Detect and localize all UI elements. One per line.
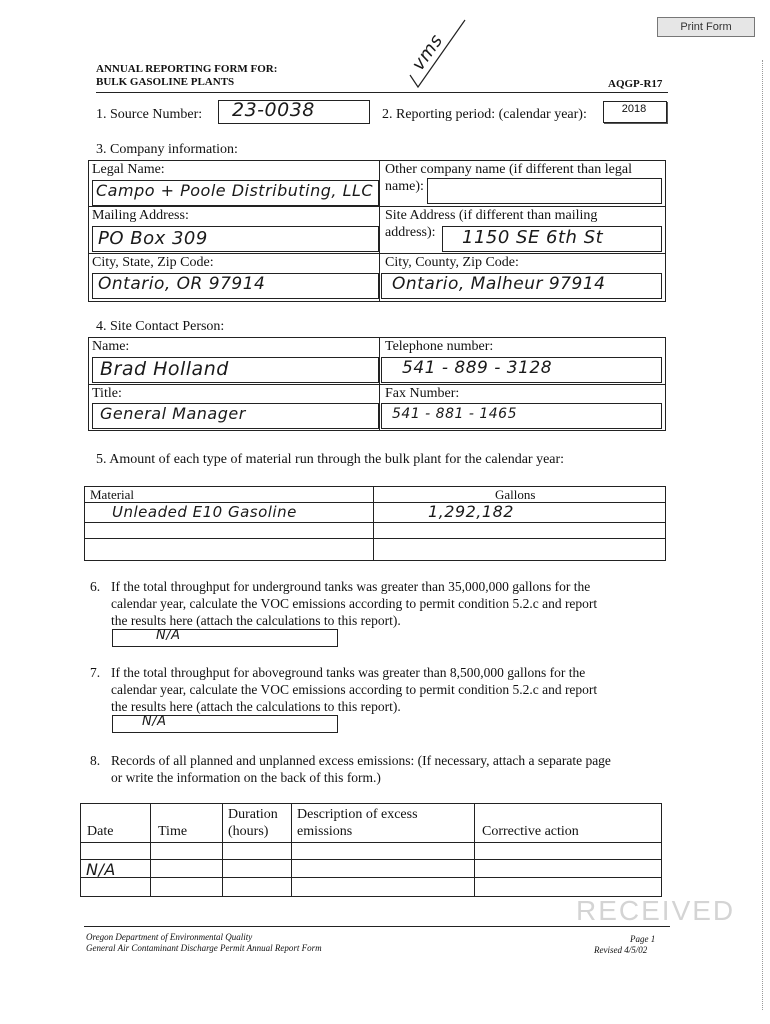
mailing-address-label: Mailing Address: [92, 208, 189, 223]
time-column-header: Time [158, 824, 188, 839]
other-name-label-2: name): [385, 179, 424, 194]
mailing-address-value: PO Box 309 [98, 228, 208, 249]
item7-text-1: If the total throughput for aboveground tanks was greater than 8,500,000 gallons for the [111, 665, 586, 680]
city-state-zip-value: Ontario, OR 97914 [98, 274, 266, 294]
header-rule [96, 92, 668, 93]
duration-column-header: Duration [228, 807, 278, 822]
scan-edge [762, 60, 763, 1010]
city-county-zip-label: City, County, Zip Code: [385, 255, 519, 270]
fax-label: Fax Number: [385, 386, 460, 401]
duration-column-header-2: (hours) [228, 824, 269, 839]
site-contact-label: 4. Site Contact Person: [96, 319, 225, 334]
company-info-label: 3. Company information: [96, 142, 238, 157]
corrective-action-column-header: Corrective action [482, 824, 579, 839]
city-state-zip-label: City, State, Zip Code: [92, 255, 214, 270]
fax-value: 541 - 881 - 1465 [392, 406, 517, 422]
description-column-header-2: emissions [297, 824, 353, 839]
item8-text-1: Records of all planned and unplanned excess emissions: (If necessary, attach a separate page [111, 753, 611, 768]
reviewer-initials: vms [407, 30, 448, 75]
site-address-label-2: address): [385, 225, 436, 240]
checkmark-icon [400, 15, 470, 90]
telephone-value: 541 - 889 - 3128 [402, 358, 553, 378]
other-name-label: Other company name (if different than legal [385, 162, 632, 177]
item8-number: 8. [90, 753, 101, 768]
date-column-header: Date [87, 824, 114, 839]
form-title-line2: BULK GASOLINE PLANTS [96, 76, 235, 88]
legal-name-label: Legal Name: [92, 162, 165, 177]
material-table [84, 486, 666, 561]
legal-name-value: Campo + Poole Distributing, LLC [96, 181, 374, 200]
item8-text-2: or write the information on the back of this form.) [111, 770, 381, 785]
print-form-button[interactable]: Print Form [657, 17, 755, 37]
underground-voc-field[interactable] [112, 629, 338, 647]
source-number-value: 23-0038 [232, 99, 315, 121]
aboveground-voc-value: N/A [142, 714, 167, 729]
item7-text-3: the results here (attach the calculations to this report). [111, 699, 401, 714]
material-amount-label: 5. Amount of each type of material run through the bulk plant for the calendar year: [96, 452, 565, 467]
reporting-period-label: 2. Reporting period: (calendar year): [382, 107, 587, 122]
material-value[interactable]: Unleaded E10 Gasoline [112, 503, 297, 521]
contact-name-label: Name: [92, 339, 130, 354]
title-value: General Manager [100, 404, 246, 423]
item6-number: 6. [90, 579, 101, 594]
form-title-line1: ANNUAL REPORTING FORM FOR: [96, 63, 278, 75]
site-address-label: Site Address (if different than mailing [385, 208, 598, 223]
other-name-field[interactable] [427, 178, 662, 204]
item7-number: 7. [90, 665, 101, 680]
revised-date: Revised 4/5/02 [594, 945, 648, 955]
gallons-column-header: Gallons [495, 487, 536, 502]
underground-voc-value: N/A [156, 628, 181, 643]
page-number: Page 1 [630, 934, 656, 944]
reporting-period-value: 2018 [621, 103, 647, 115]
gallons-value[interactable]: 1,292,182 [428, 502, 514, 521]
site-address-value: 1150 SE 6th St [462, 227, 604, 248]
description-column-header: Description of excess [297, 807, 418, 822]
item6-text-3: the results here (attach the calculations to this report). [111, 613, 401, 628]
contact-name-value: Brad Holland [100, 358, 229, 380]
agency-name: Oregon Department of Environmental Quality [86, 932, 253, 942]
form-code: AQGP-R17 [608, 78, 663, 90]
item6-text-1: If the total throughput for underground tanks was greater than 35,000,000 gallons for the [111, 579, 591, 594]
material-column-header: Material [90, 487, 135, 502]
city-county-zip-value: Ontario, Malheur 97914 [392, 274, 606, 294]
excess-emissions-entry[interactable]: N/A [86, 860, 116, 879]
source-number-label: 1. Source Number: [96, 107, 203, 122]
telephone-label: Telephone number: [385, 339, 494, 354]
title-label: Title: [92, 386, 122, 401]
received-stamp: RECEIVED [576, 895, 736, 926]
item7-text-2: calendar year, calculate the VOC emissions according to permit condition 5.2.c and report [111, 682, 598, 697]
item6-text-2: calendar year, calculate the VOC emissions according to permit condition 5.2.c and report [111, 596, 598, 611]
form-name: General Air Contaminant Discharge Permit Annual Report Form [86, 943, 322, 953]
